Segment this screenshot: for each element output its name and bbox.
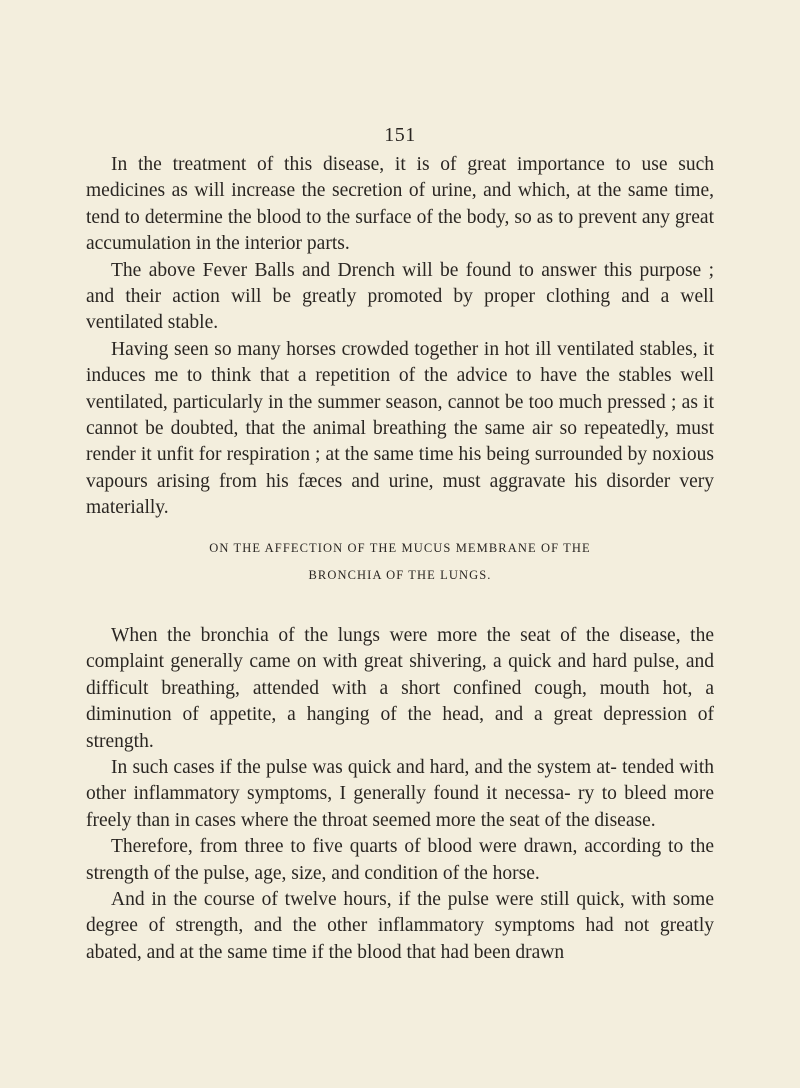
body-text-lower (86, 623, 714, 966)
paragraph: And in the course of twelve hours, if the pulse were still quick, with some degree of strength, and the other inflammatory symptoms had not greatly abated, and at the same time if the blood that had been drawn (86, 889, 714, 963)
paragraph: In the treatment of this disease, it is of great importance to use such medicines as will increase the secretion of urine, and which, at the same time, tend to determine the blood to the surface of the body, so as to prevent any great accumulation in the interior parts. (86, 154, 714, 255)
paragraph: The above Fever Balls and Drench will be found to answer this purpose ; and their action will be greatly promoted by proper clothing and a well ventilated stable. (86, 259, 714, 334)
paragraph: Having seen so many horses crowded together in hot ill ventilated stables, it induces me to think that a repetition of the advice to have the stables well ventilated, particularly in the summer season, cannot be too much pressed ; as it cannot be doubted, that the animal breathing the same air so repeatedly, must render it unfit for respiration ; at the same time his being surrounded by noxious vapours arising from his fæces and urine, must aggravate his disorder very materially. (86, 338, 714, 519)
paragraph: Therefore, from three to five quarts of blood were drawn, according to the strength of the pulse, age, size, and condition of the horse. (86, 836, 714, 884)
paragraph: In such cases if the pulse was quick and hard, and the system at- tended with other inflammatory symptoms, I generally found it necessa- ry to bleed more freely than in cases where the throat seemed more the seat of the disease. (86, 757, 714, 831)
page-number: 151 (384, 124, 416, 146)
section-heading-line-1: ON THE AFFECTION OF THE MUCUS MEMBRANE OF THE (209, 541, 591, 555)
body-text-upper (86, 152, 714, 522)
section-heading-line-2: BRONCHIA OF THE LUNGS. (308, 568, 492, 582)
paragraph: When the bronchia of the lungs were more the seat of the disease, the complaint generally came on with great shivering, a quick and hard pulse, and difficult breathing, attended with a short confined cough, mouth hot, a diminution of appetite, a hanging of the head, and a great depression of strength. (86, 625, 714, 752)
